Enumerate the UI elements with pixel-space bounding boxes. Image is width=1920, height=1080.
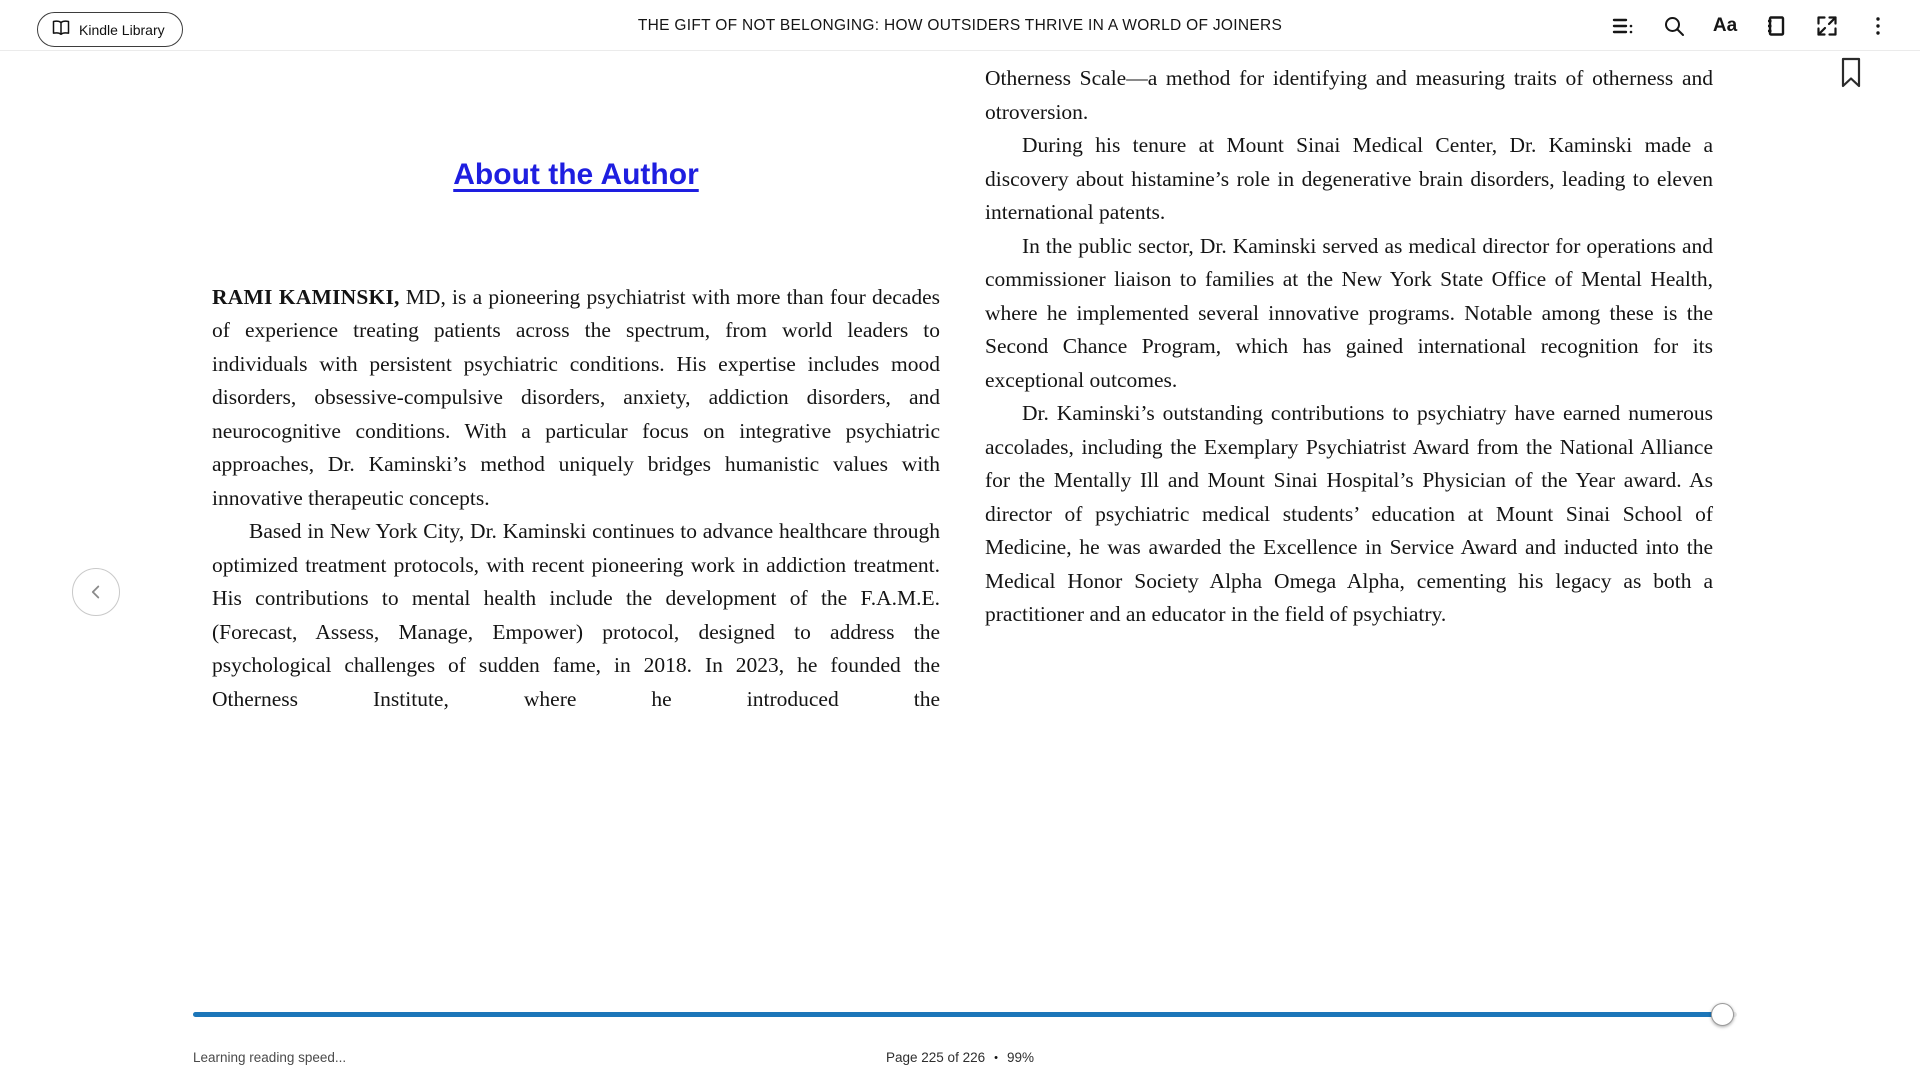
progress-fill — [193, 1012, 1722, 1017]
toolbar-icons — [1609, 0, 1892, 51]
font-settings-label: Aa — [1712, 14, 1738, 36]
progress-thumb[interactable] — [1711, 1003, 1734, 1026]
kindle-library-label: Kindle Library — [79, 21, 165, 38]
reader-toolbar — [0, 0, 1920, 51]
open-book-icon — [51, 19, 71, 40]
fullscreen-icon[interactable] — [1813, 12, 1841, 40]
more-options-icon[interactable] — [1864, 12, 1892, 40]
reading-progress-slider[interactable] — [193, 1012, 1737, 1017]
paragraph — [212, 281, 940, 516]
notebook-icon[interactable] — [1762, 12, 1790, 40]
paragraph: Otherness Scale—a method for identifying and measuring traits of otherness and otroversion. — [985, 66, 1713, 124]
kindle-library-button[interactable] — [37, 12, 183, 47]
search-icon[interactable] — [1660, 12, 1688, 40]
paragraph-text: MD, is a pioneering psychiatrist with more than four decades of experience treating patients across the spectrum, from world leaders to individuals with persistent psychiatric conditions. His expertise includes mood disorders, obsessive-compulsive disorders, anxiety, addiction disorders, and neurocognitive conditions. With a particular focus on integrative psychiatric approaches, Dr. Kaminski’s method uniquely bridges humanistic values with innovative therapeutic concepts. — [212, 284, 940, 510]
font-settings-icon[interactable] — [1711, 12, 1739, 40]
page-number-label: Page 225 of 226 — [886, 1050, 986, 1065]
previous-page-button[interactable] — [72, 568, 120, 616]
author-name-lead: RAMI KAMINSKI, — [212, 284, 400, 309]
separator-dot: • — [994, 1051, 998, 1064]
book-page — [0, 52, 1920, 992]
paragraph: Based in New York City, Dr. Kaminski continues to advance healthcare through optimized treatment protocols, with recent pioneering work in addiction treatment. His contributions to mental health include the development of the F.A.M.E. (Forecast, Assess, Manage, Empower) protocol, designed to address the psychological challenges of sudden fame, in 2018. In 2023, he founded the Otherness Institute, where he introduced the — [212, 519, 940, 711]
book-title: THE GIFT OF NOT BELONGING: HOW OUTSIDERS THRIVE IN A WORLD OF JOINERS — [637, 16, 1283, 34]
right-text-column — [985, 52, 1713, 632]
paragraph: During his tenure at Mount Sinai Medical Center, Dr. Kaminski made a discovery about histamine’s role in degenerative brain disorders, leading to eleven international patents. — [985, 133, 1713, 224]
about-the-author-link[interactable]: About the Author — [453, 158, 699, 191]
reading-speed-status: Learning reading speed... — [193, 1050, 347, 1065]
paragraph: In the public sector, Dr. Kaminski served as medical director for operations and commissioner liaison to families at the New York State Office of Mental Health, where he implemented several innovative programs. Notable among these is the Second Chance Program, which has gained international recognition for its exceptional outcomes. — [985, 233, 1713, 392]
left-text-column — [212, 52, 940, 716]
percent-read-label: 99% — [1006, 1050, 1034, 1065]
paragraph: Dr. Kaminski’s outstanding contributions to psychiatry have earned numerous accolades, including the Exemplary Psychiatrist Award from the National Alliance for the Mentally Ill and Mount Sinai Hospital’s Physician of the Year award. As director of psychiatric medical students’ education at Mount Sinai School of Medicine, he was awarded the Excellence in Service Award and inducted into the Medical Honor Society Alpha Omega Alpha, cementing his legacy as both a practitioner and an educator in the field of psychiatry. — [985, 401, 1713, 626]
table-of-contents-icon[interactable] — [1609, 12, 1637, 40]
page-info — [886, 1050, 1034, 1065]
